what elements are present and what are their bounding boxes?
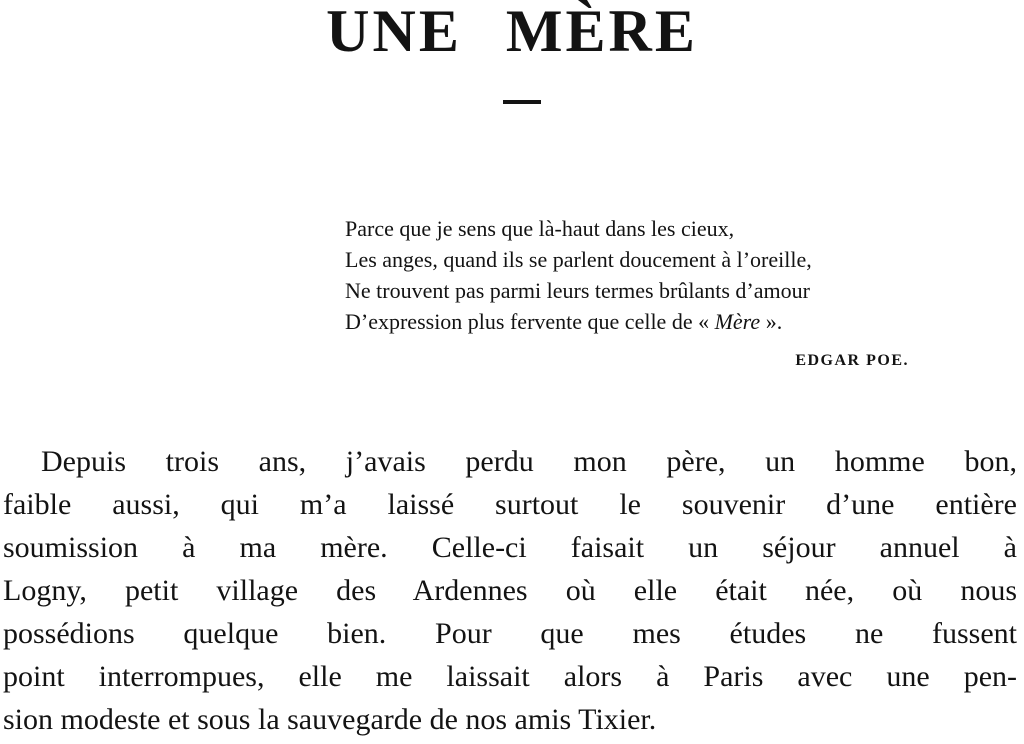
epigraph-line-4-italic-word: Mère xyxy=(714,309,761,334)
paragraph-line-2: faible aussi, qui m’a laissé surtout le souvenir d’une entière xyxy=(3,488,1017,521)
epigraph-line-4 xyxy=(345,306,945,337)
epigraph-line-4-pre: D’expression plus fervente que celle de « xyxy=(345,309,715,334)
title-divider xyxy=(503,100,541,104)
epigraph-line-4-post: ». xyxy=(760,309,783,334)
paragraph-line-3: soumission à ma mère. Celle-ci faisait un séjour annuel à xyxy=(3,531,1017,564)
epigraph-block xyxy=(345,213,945,376)
epigraph-line-3: Ne trouvent pas parmi leurs termes brûlants d’amour xyxy=(345,278,810,303)
epigraph-line-2: Les anges, quand ils se parlent doucement à l’oreille, xyxy=(345,247,812,272)
paragraph-line-7: sion modeste et sous la sauvegarde de nos amis Tixier. xyxy=(3,703,657,736)
paragraph-line-1: Depuis trois ans, j’avais perdu mon père, un homme bon, xyxy=(41,445,1017,478)
paragraph-line-4: Logny, petit village des Ardennes où elle était née, où nous xyxy=(3,574,1017,607)
page-title: UNE MÈRE xyxy=(326,0,698,64)
paragraph-line-6: point interrompues, elle me laissait alors à Paris avec une pen- xyxy=(3,660,1017,693)
epigraph-attribution: EDGAR POE. xyxy=(795,352,909,369)
epigraph-line-1: Parce que je sens que là-haut dans les cieux, xyxy=(345,216,735,241)
body-paragraph xyxy=(3,440,1017,741)
paragraph-line-5: possédions quelque bien. Pour que mes études ne fussent xyxy=(3,617,1017,650)
